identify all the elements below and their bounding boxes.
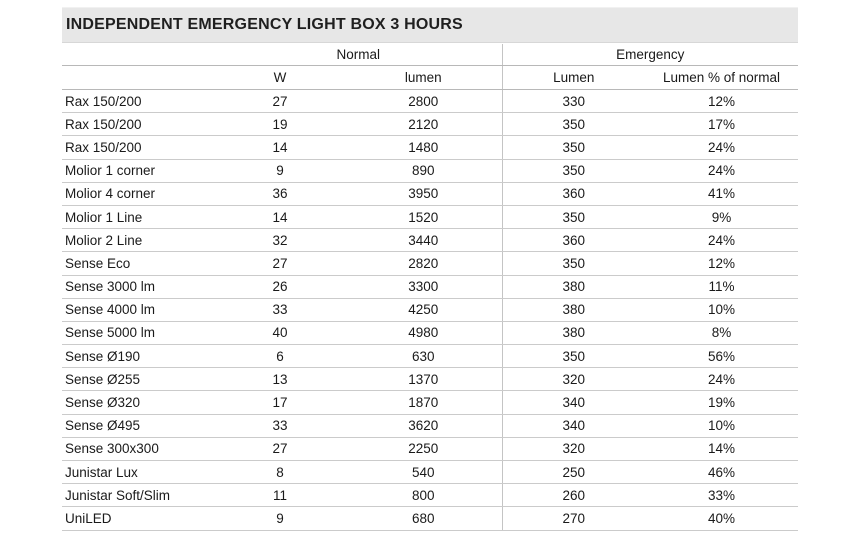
table-row (62, 136, 798, 159)
product-name-cell: Rax 150/200 (62, 113, 215, 136)
table-row (62, 159, 798, 182)
product-name-cell: Rax 150/200 (62, 90, 215, 113)
normal-lumen-cell: 680 (345, 507, 502, 530)
table-sheet (62, 7, 798, 531)
product-name-cell: Sense 3000 lm (62, 275, 215, 298)
normal-watt-cell: 32 (215, 229, 345, 252)
normal-watt-cell: 36 (215, 182, 345, 205)
lumen-percent-cell: 46% (645, 461, 798, 484)
lumen-percent-cell: 40% (645, 507, 798, 530)
table-row (62, 321, 798, 344)
emergency-lumen-cell: 380 (502, 298, 645, 321)
column-header-watt: W (215, 66, 345, 90)
emergency-lumen-cell: 380 (502, 321, 645, 344)
emergency-lumen-cell: 350 (502, 252, 645, 275)
emergency-lumen-cell: 360 (502, 229, 645, 252)
normal-lumen-cell: 3300 (345, 275, 502, 298)
lumen-percent-cell: 17% (645, 113, 798, 136)
normal-lumen-cell: 540 (345, 461, 502, 484)
normal-lumen-cell: 890 (345, 159, 502, 182)
group-header-row (62, 44, 798, 66)
normal-lumen-cell: 4980 (345, 321, 502, 344)
emergency-lumen-cell: 320 (502, 368, 645, 391)
emergency-lumen-cell: 380 (502, 275, 645, 298)
normal-lumen-cell: 3620 (345, 414, 502, 437)
emergency-lumen-cell: 350 (502, 136, 645, 159)
column-header-lumen-percent: Lumen % of normal (645, 66, 798, 90)
normal-watt-cell: 27 (215, 90, 345, 113)
table-row (62, 391, 798, 414)
emergency-lumen-cell: 350 (502, 345, 645, 368)
product-name-cell: Sense Ø255 (62, 368, 215, 391)
normal-lumen-cell: 2800 (345, 90, 502, 113)
normal-lumen-cell: 2250 (345, 437, 502, 460)
lumen-percent-cell: 10% (645, 298, 798, 321)
table-row (62, 368, 798, 391)
emergency-lumen-cell: 260 (502, 484, 645, 507)
product-name-cell: Junistar Lux (62, 461, 215, 484)
table-header (62, 44, 798, 90)
lumen-percent-cell: 10% (645, 414, 798, 437)
emergency-lumen-cell: 340 (502, 391, 645, 414)
lumen-percent-cell: 14% (645, 437, 798, 460)
lumen-percent-cell: 56% (645, 345, 798, 368)
normal-lumen-cell: 3950 (345, 182, 502, 205)
column-header-empty (62, 66, 215, 90)
table-row (62, 437, 798, 460)
normal-watt-cell: 11 (215, 484, 345, 507)
normal-watt-cell: 27 (215, 252, 345, 275)
product-name-cell: Sense Eco (62, 252, 215, 275)
normal-watt-cell: 14 (215, 205, 345, 228)
product-name-cell: Sense 4000 lm (62, 298, 215, 321)
table-row (62, 484, 798, 507)
product-name-cell: Sense Ø190 (62, 345, 215, 368)
lumen-percent-cell: 11% (645, 275, 798, 298)
product-name-cell: Sense Ø495 (62, 414, 215, 437)
table-row (62, 90, 798, 113)
table-body (62, 90, 798, 531)
emergency-light-table (62, 44, 798, 531)
table-title-bar (62, 7, 798, 43)
normal-lumen-cell: 1870 (345, 391, 502, 414)
product-name-cell: Molior 2 Line (62, 229, 215, 252)
emergency-lumen-cell: 340 (502, 414, 645, 437)
normal-lumen-cell: 800 (345, 484, 502, 507)
normal-watt-cell: 40 (215, 321, 345, 344)
emergency-lumen-cell: 270 (502, 507, 645, 530)
normal-lumen-cell: 630 (345, 345, 502, 368)
table-row (62, 113, 798, 136)
lumen-percent-cell: 41% (645, 182, 798, 205)
lumen-percent-cell: 8% (645, 321, 798, 344)
table-row (62, 275, 798, 298)
normal-watt-cell: 9 (215, 507, 345, 530)
normal-lumen-cell: 2120 (345, 113, 502, 136)
lumen-percent-cell: 24% (645, 368, 798, 391)
lumen-percent-cell: 12% (645, 252, 798, 275)
normal-watt-cell: 33 (215, 414, 345, 437)
normal-watt-cell: 33 (215, 298, 345, 321)
emergency-lumen-cell: 360 (502, 182, 645, 205)
emergency-lumen-cell: 330 (502, 90, 645, 113)
table-row (62, 414, 798, 437)
lumen-percent-cell: 33% (645, 484, 798, 507)
table-row (62, 252, 798, 275)
lumen-percent-cell: 24% (645, 159, 798, 182)
normal-watt-cell: 8 (215, 461, 345, 484)
column-header-emergency-lumen: Lumen (502, 66, 645, 90)
lumen-percent-cell: 24% (645, 229, 798, 252)
table-row (62, 182, 798, 205)
emergency-lumen-cell: 250 (502, 461, 645, 484)
normal-lumen-cell: 1520 (345, 205, 502, 228)
product-name-cell: Junistar Soft/Slim (62, 484, 215, 507)
table-row (62, 345, 798, 368)
product-name-cell: Sense 5000 lm (62, 321, 215, 344)
table-row (62, 461, 798, 484)
lumen-percent-cell: 12% (645, 90, 798, 113)
product-name-cell: UniLED (62, 507, 215, 530)
table-row (62, 298, 798, 321)
product-name-cell: Molior 4 corner (62, 182, 215, 205)
emergency-lumen-cell: 350 (502, 205, 645, 228)
lumen-percent-cell: 24% (645, 136, 798, 159)
column-header-lumen: lumen (345, 66, 502, 90)
emergency-lumen-cell: 350 (502, 159, 645, 182)
normal-watt-cell: 14 (215, 136, 345, 159)
product-name-cell: Sense Ø320 (62, 391, 215, 414)
emergency-lumen-cell: 350 (502, 113, 645, 136)
lumen-percent-cell: 19% (645, 391, 798, 414)
group-header-empty (62, 44, 215, 66)
normal-watt-cell: 9 (215, 159, 345, 182)
emergency-lumen-cell: 320 (502, 437, 645, 460)
product-name-cell: Molior 1 corner (62, 159, 215, 182)
product-name-cell: Sense 300x300 (62, 437, 215, 460)
normal-lumen-cell: 3440 (345, 229, 502, 252)
normal-watt-cell: 27 (215, 437, 345, 460)
column-header-row (62, 66, 798, 90)
normal-lumen-cell: 1480 (345, 136, 502, 159)
table-row (62, 229, 798, 252)
normal-watt-cell: 17 (215, 391, 345, 414)
group-header-emergency: Emergency (502, 44, 798, 66)
lumen-percent-cell: 9% (645, 205, 798, 228)
normal-watt-cell: 6 (215, 345, 345, 368)
product-name-cell: Molior 1 Line (62, 205, 215, 228)
table-row (62, 205, 798, 228)
product-name-cell: Rax 150/200 (62, 136, 215, 159)
group-header-normal: Normal (215, 44, 502, 66)
normal-watt-cell: 26 (215, 275, 345, 298)
normal-lumen-cell: 1370 (345, 368, 502, 391)
page-title: INDEPENDENT EMERGENCY LIGHT BOX 3 HOURS (66, 16, 463, 33)
normal-watt-cell: 13 (215, 368, 345, 391)
table-row (62, 507, 798, 530)
normal-lumen-cell: 2820 (345, 252, 502, 275)
normal-lumen-cell: 4250 (345, 298, 502, 321)
normal-watt-cell: 19 (215, 113, 345, 136)
